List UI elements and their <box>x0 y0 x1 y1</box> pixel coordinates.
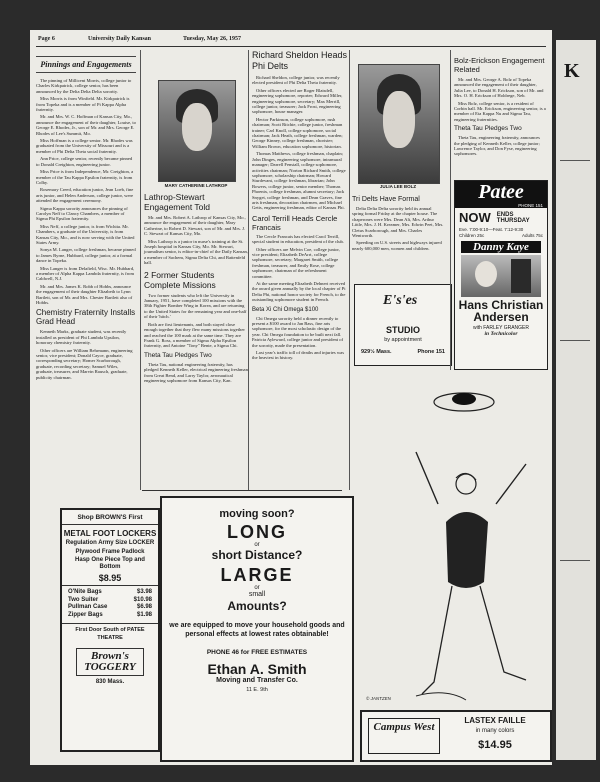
paragraph: At the same meeting Elizabeth Dehnert received the award given annually by the local chapter of Pi Delta Phi, national honor society for French, to the outstanding sophomore student in French. <box>252 281 346 303</box>
theta-right-title: Theta Tau Pledges Two <box>454 125 522 133</box>
moving-subtitle: Moving and Transfer Co. <box>216 677 298 684</box>
swimsuit-drawing <box>356 372 548 712</box>
lathrop-title: Lathrop-Stewart Engagement Told <box>144 192 211 212</box>
adjacent-page-rule <box>560 160 590 161</box>
missions-title: 2 Former Students Complete Missions <box>144 269 216 290</box>
film-still <box>461 255 541 297</box>
adjacent-page-rule <box>560 340 590 341</box>
patee-phone: PHONE 151 <box>455 203 547 208</box>
adults-price: Adults 75c <box>521 233 543 238</box>
chemistry-title: Chemistry Fraternity Installs Grad Head <box>36 308 136 327</box>
studio-name: STUDIO <box>385 325 420 335</box>
browns-address: 830 Mass. <box>95 679 125 685</box>
studio-ad <box>354 284 452 366</box>
carol-title: Carol Terrill Heads Cercle Francais <box>252 213 338 232</box>
children-price: Children 25c <box>459 233 485 238</box>
moving-long: LONG <box>227 522 287 542</box>
bolz-caption: JULIA LEE BOLZ <box>379 184 417 189</box>
moving-or-2: or <box>254 585 260 591</box>
dancer-figure <box>511 259 531 293</box>
browns-location: First Door South of PATEE THEATRE <box>62 623 158 642</box>
paragraph: The pinning of Millicent Morris, college junior to Charles Kirkpatrick, college senior, has been announced by the Delta Delta Delta sorority. <box>36 78 132 94</box>
bolz-photo <box>358 64 440 184</box>
moving-large: LARGE <box>220 565 294 585</box>
moving-company: Ethan A. Smith <box>207 661 307 677</box>
browns-price: $8.95 <box>98 572 122 583</box>
column-2 <box>144 192 248 385</box>
campus-logo: Campus West <box>368 718 440 754</box>
browns-list <box>62 585 158 619</box>
studio-logo: E's'es <box>383 293 418 308</box>
paragraph: Mr. and Mrs. W. C. Hoffman of Kansas City, Mo., announce the engagement of their daughter, Louise, to George E. Rhodes, Jr., son of Mr. and Mrs. George E. Rhodes of Lee's Summit, Mo. <box>36 114 136 136</box>
swimsuit-illustration <box>356 372 548 712</box>
now-label: NOW <box>459 210 491 225</box>
moving-address: 11 E. 9th <box>246 687 268 693</box>
adjacent-page-rule <box>560 560 590 561</box>
paragraph: Rosemary Creed, education junior, Jean Loeb, fine arts junior, and Helen Anderson, college junior, were attended the engagement ceremony. <box>36 187 134 204</box>
browns-ad <box>60 508 160 752</box>
campus-west-ad <box>360 710 552 762</box>
column-3 <box>252 50 348 363</box>
studio-contact <box>361 349 445 355</box>
paragraph: Speeding on U.S. streets and highways injured nearly 600,000 men, women and children. <box>352 240 442 251</box>
studio-address: 929½ Mass. <box>361 349 392 355</box>
paragraph: Hector Parkinson, college sophomore, rush chairman; Scott Ritchie, college junior, freshman trainer; Carl Knoll, college sophomore, social chairman; Jack Heath, college freshman, warden; George Kinney, college freshman, chorister; William Brown, education sophomore, historian. <box>252 116 343 149</box>
paragraph: Ann Price, college senior, recently became pinned to Donald Creighton, engineering junior. <box>36 156 133 167</box>
browns-item: METAL FOOT LOCKERS <box>63 528 157 538</box>
browns-item: Plywood Frame Padlock Hasp One Piece Top and Bottom <box>75 549 145 570</box>
film-title: Hans Christian Andersen <box>458 298 544 324</box>
patee-showing <box>459 210 543 225</box>
film-costar: with FARLEY GRANGER <box>472 325 530 331</box>
list-item-name: Zipper Bags <box>68 611 103 618</box>
ends-label: ENDS THURSDAY <box>496 211 530 224</box>
studio-appointment: by appointment <box>384 337 422 343</box>
browns-logo: Brown's TOGGERY <box>76 648 144 676</box>
moving-ad <box>160 496 354 762</box>
list-item-price: $6.98 <box>136 604 152 610</box>
illustration-signature: © JANTZEN <box>366 696 391 701</box>
patee-logo: Patee <box>455 181 547 203</box>
paragraph: Two former students who left the University in January, 1951, have completed 100 missions with the 38th Fighter Bomber Wing in Korea, and are returning to the United States for the remaining year and one-half of their 'hitch.' <box>144 292 247 320</box>
page-number: Page 6 <box>38 36 55 42</box>
paragraph: Miss Bolz, college senior, is a resident of Corbin hall. Mr. Erickson, engineering senior, is a member of Eta Kappa Nu and Sigma Tau, engineering fraternities. <box>454 100 546 122</box>
photo-face <box>383 91 415 148</box>
paragraph: Miss Neff, a college junior, is from Wichita. Mr. Chambers, a graduate of the University, is from Kansas City, Mo., and is now serving with the United States Army. <box>36 223 135 245</box>
column-5 <box>454 56 546 159</box>
pinnings-body <box>36 78 136 305</box>
paragraph: Sigma Kappa sorority announces the pinning of Carolyn Neff to Clancy Chambers, a member of Sigma Phi Epsilon fraternity. <box>36 205 128 222</box>
film-technicolor: in Technicolor <box>484 331 518 337</box>
campus-colors: in many colors <box>475 728 515 734</box>
browns-tagline: Shop BROWN'S First <box>62 514 158 525</box>
newspaper-name: University Daily Kansan <box>88 36 152 42</box>
header-rule <box>36 46 546 47</box>
paragraph: Chi Omega sorority held a dinner recently to present a $100 award to Jan Bass, fine arts sophomore, for the most scholastic design of the year. Chi Omega foundation to be built next fall. Patricia Ayleward, college junior and president of the sorority, made the presentation. <box>252 315 344 348</box>
paragraph: Last year's traffic toll of deaths and injuries was the heaviest in history. <box>252 350 344 361</box>
list-item-price: $3.98 <box>136 589 152 595</box>
paragraph: Miss Price is from Independence, Mr. Creighton, a member of the Tau Kappa Epsilon fraternity, is from Colby. <box>36 169 134 185</box>
browns-list-item <box>68 604 152 612</box>
sheldon-title: Richard Sheldon Heads Phi Delts <box>252 50 348 71</box>
paragraph: Sonya M. Langer, college freshman, became pinned to James Byrne, Hubbard, college junior, at a formal dance in Topeka. <box>36 247 136 264</box>
list-item-name: O'Nite Bags <box>68 589 102 595</box>
actor-face <box>475 261 497 287</box>
paragraph: Both are first lieutenants, and both stayed close enough together that they flew many missions together and reached the 100 mark at the same time. They are Frank G. Ross, a member of Sigma Alpha Epsilon fraternity, and Antoine "Tony" Bente, a Sigma Chi. <box>144 321 245 349</box>
paragraph: The Cercle Francais has elected Carol Terrill, special student in education, president of the club. <box>252 233 344 245</box>
patee-ad <box>454 180 548 370</box>
page-header <box>38 36 546 46</box>
paragraph: Other officers are William Behrmann, engineering senior, vice president; Donald Cayce, graduate, corresponding secretary; Homer Scarborough, graduate, recording secretary; Samuel Wiles, graduate, treasurer, and Marvin Rausch, graduate, publicity chairman. <box>36 347 133 380</box>
paragraph: Delta Delta Delta sorority held its annual spring formal Friday at the chapter house. The chaperones were Mrs. Dean Alt, Mrs. Arthur Little, Mrs. J. H. Kreamer, Mrs. Edwin Peet, Mrs. Cletus Scarborough, and Mrs. Charles Wentworth. <box>352 206 444 239</box>
issue-date: Tuesday, May 26, 1957 <box>183 36 241 42</box>
paragraph: Mr. and Mrs. Robert A. Lathrop of Kansas City, Mo., announce the engagement of their daughter, Mary Catherine, to Robert D. Stewart, son of Mr. and Mrs. J. C. Stewart of Kansas City, Mo. <box>144 215 246 237</box>
adjacent-page-letter: K <box>564 60 580 82</box>
moving-short: short Distance? <box>211 548 303 562</box>
paragraph: Other officers elected are Roger Blaisdell, engineering sophomore, reporter; Edward Miller, engineering sophomore, secretary; Max Merrill, college junior, treasurer; Jack Frost, engineering sophomore, house manager. <box>252 87 343 115</box>
lathrop-photo <box>158 80 236 182</box>
bolz-title: Bolz-Erickson Engagement Related <box>454 56 545 74</box>
tri-delts-column <box>352 196 444 253</box>
lathrop-caption: MARY CATHERINE LATHROP <box>164 183 228 188</box>
list-item-price: $1.98 <box>136 611 152 618</box>
pinnings-column <box>36 50 136 382</box>
newspaper-page <box>30 30 552 765</box>
pinnings-title: Pinnings and Engagements <box>36 56 136 73</box>
section-rule <box>142 490 342 491</box>
paragraph: Mr. and Mrs. James K. Robb of Hobbs, announce the engagement of their daughter Elizabeth to Lynn Bartlett, son of Mr. and Mrs. Chester Bartlett also of Hobbs. <box>36 283 133 306</box>
moving-body: we are equipped to move your household goods and personal effects at lowest rates obtainable! <box>169 622 345 638</box>
paragraph: Miss Hoffman is a college senior. Mr. Rhodes was graduated from the University of Missouri and is a member of Phi Delta Theta social fraternity. <box>36 138 133 154</box>
paragraph: Theta Tau, national engineering fraternity, has pledged Kenneth Keller, electrical engineering freshman from Great Bend, and Larry Taylor, aeronautical engineering sophomore from Kansas City, Kan. <box>144 361 248 383</box>
paragraph: Miss Lathrop is a junior in nurse's training at the St. Joseph hospital in Kansas City, Mo. Mr. Stewart, journalism senior, is editor-in-chief of the Daily Kansan, a member of Sachem, Sigma Delta Chi, and Battenfeld hall. <box>144 238 248 266</box>
beta-title: Beta Xi Chi Omega $100 <box>252 306 319 313</box>
patee-prices <box>455 233 547 239</box>
patee-times: Eve. 7:00-9:10—Feat. 7:12-9:30 <box>459 227 524 232</box>
list-item-name: Pullman Case <box>68 604 108 610</box>
studio-phone: Phone 151 <box>417 349 445 355</box>
browns-list-item <box>68 597 152 605</box>
column-rule <box>349 50 350 490</box>
paragraph: Miss Morris is from Winfield. Mr. Kirkpatrick is from Topeka and is a member of Pi Kappa Alpha fraternity. <box>36 96 130 113</box>
paragraph: Thomas Matthews, college freshman, chaplain; John Dinges, engineering sophomore, intramural manager; Darrell Fenstall, college sophomore, activities chairman; Norton Richard Smith, college sophomore, scholarship chairman; Howard Sturdevant, college freshman, librarian; John Bowers, college junior, senior member; Thomas Phoenix, college freshman, alumni secretary; Jack Snyget, college freshman, and Dean Graves, fine arts freshman, decoration chairmen, and Michael Getts, engineering freshman, editor of Kansas Phi. <box>252 151 346 211</box>
paragraph: Miss Langer is from Delafield, Wisc. Mr. Hubbard, a member of Alpha Kappa Lambda fraternity, is from Caldwell, N.J. <box>36 265 135 282</box>
paragraph: Theta Tau, engineering fraternity, announces the pledging of Kenneth Keller, college junior; Lawrence Taylor, and Don Fyse, engineering sophomores. <box>454 135 540 157</box>
paragraph: Other officers are Melvin Coe, college junior, vice president; Elizabeth DeArrt, college sophomore, secretary; Margaret Smith, college freshman, treasurer, and Emily Rose, college sophomore, chairman of the refreshment committee. <box>252 246 340 279</box>
photo-face <box>182 103 212 151</box>
tri-delts-title: Tri Delts Have Formal <box>352 196 420 203</box>
campus-price: $14.95 <box>478 739 512 751</box>
paragraph: Kenneth Marks, graduate student, was recently installed as president of Phi Lambda Upsilon, honorary chemistry fraternity. <box>36 329 127 346</box>
moving-small: small <box>248 591 266 598</box>
column-rule <box>140 50 141 490</box>
list-item-name: Two Suiter <box>68 596 99 603</box>
column-rule <box>248 50 249 490</box>
moving-amounts: Amounts? <box>227 599 287 613</box>
browns-list-item <box>68 589 152 597</box>
paragraph: Richard Sheldon, college junior, was recently elected president of Phi Delta Theta fraternity. <box>252 75 340 86</box>
browns-item: Regulation Army Size LOCKER <box>65 539 155 546</box>
browns-list-item <box>68 612 152 620</box>
moving-phone: PHONE 46 for FREE ESTIMATES <box>206 649 308 656</box>
paragraph: Mr. and Mrs. George A. Bolz of Topeka announced the engagement of their daughter, Julia Lee, to Donald H. Erickson, son of Mr. and Mrs. O. H. Erickson of Holdrege, Neb. <box>454 77 544 99</box>
moving-question: moving soon? <box>219 508 295 520</box>
campus-fabric: LASTEX FAILLE <box>464 716 526 725</box>
theta-left-title: Theta Tau Pledges Two <box>144 351 212 359</box>
column-rule <box>450 50 451 370</box>
moving-or: or <box>254 542 260 548</box>
star-name: Danny Kaye <box>461 241 541 253</box>
adjacent-page-edge <box>556 40 596 760</box>
list-item-price: $10.98 <box>133 596 152 603</box>
